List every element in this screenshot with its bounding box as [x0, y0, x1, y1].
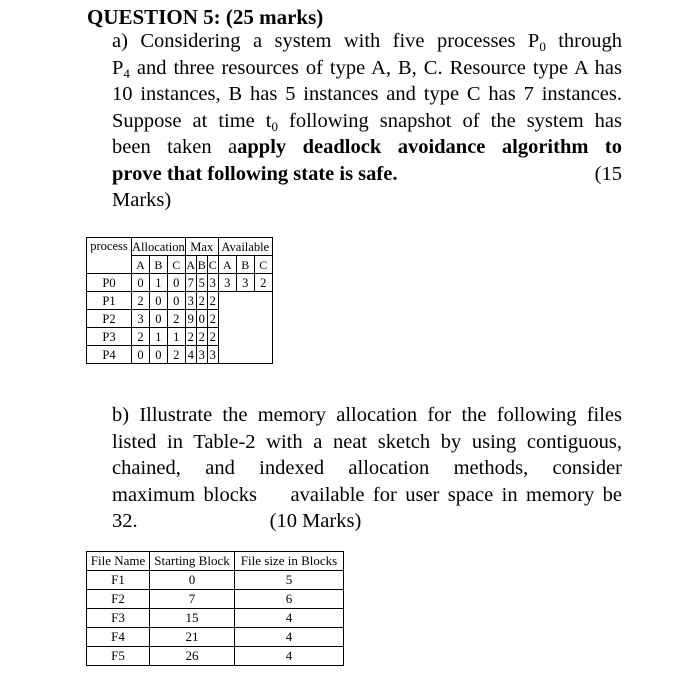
available-header: Available — [218, 238, 272, 256]
sub-header: C — [208, 257, 217, 272]
file-name-header: File Name — [87, 552, 150, 571]
table-row — [87, 590, 344, 609]
sub-header: A — [186, 257, 196, 272]
max-header: Max — [185, 238, 218, 256]
max-cell: 2 — [196, 328, 207, 346]
table-row — [87, 274, 273, 292]
file-size-cell: 4 — [235, 628, 344, 647]
sub-header: A — [132, 256, 150, 274]
process-cell: P1 — [87, 292, 132, 310]
alloc-cell: 0 — [149, 346, 167, 364]
max-cell: 3 — [196, 346, 207, 364]
starting-block-cell: 0 — [150, 571, 235, 590]
max-cell: 2 — [207, 310, 218, 328]
table1-header-row — [87, 238, 273, 256]
file-size-cell: 5 — [235, 571, 344, 590]
table-row — [87, 310, 273, 328]
avail-empty — [218, 310, 272, 328]
sub-header: C — [254, 256, 272, 274]
part-a-line-4: Suppose at time $t_0$ following snapshot of the system has — [112, 109, 622, 134]
table-row — [87, 628, 344, 647]
file-name-cell: F2 — [87, 590, 150, 609]
alloc-cell: 2 — [167, 310, 185, 328]
max-cell: 2 — [196, 292, 207, 310]
sub-header: B — [197, 257, 206, 272]
table-row — [87, 609, 344, 628]
avail-empty — [218, 346, 272, 364]
part-b-line-2: listed in Table-2 with a neat sketch by using contiguous, — [112, 430, 622, 453]
files-table — [86, 551, 344, 666]
snapshot-table — [86, 237, 273, 364]
alloc-cell: 0 — [167, 274, 185, 292]
process-cell: P3 — [87, 328, 132, 346]
alloc-cell: 0 — [149, 292, 167, 310]
starting-block-cell: 7 — [150, 590, 235, 609]
max-cell: 7 — [185, 274, 196, 292]
max-cell: 5 — [196, 274, 207, 292]
allocation-header: Allocation — [132, 239, 185, 254]
avail-cell: 3 — [218, 274, 236, 292]
part-a-line-3: 10 instances, B has 5 instances and type C has 7 instances. — [112, 83, 622, 105]
file-name-cell: F3 — [87, 609, 150, 628]
table-row — [87, 328, 273, 346]
question-heading: QUESTION 5: (25 marks) — [87, 5, 324, 29]
table2-header-row — [87, 552, 344, 571]
alloc-cell: 0 — [132, 274, 150, 292]
table-row — [87, 647, 344, 666]
avail-cell: 3 — [236, 274, 254, 292]
file-size-cell: 6 — [235, 590, 344, 609]
part-a-line-6: prove that following state is safe. (15 — [112, 162, 622, 185]
max-cell: 3 — [207, 274, 218, 292]
starting-block-header: Starting Block — [150, 552, 235, 571]
file-name-cell: F4 — [87, 628, 150, 647]
sub-header: C — [167, 256, 185, 274]
alloc-cell: 1 — [167, 328, 185, 346]
max-cell: 4 — [185, 346, 196, 364]
alloc-cell: 0 — [149, 310, 167, 328]
alloc-cell: 1 — [149, 274, 167, 292]
file-size-cell: 4 — [235, 647, 344, 666]
part-b-line-3: chained, and indexed allocation methods, consider — [112, 457, 622, 479]
file-name-cell: F1 — [87, 571, 150, 590]
alloc-cell: 2 — [132, 292, 150, 310]
alloc-cell: 0 — [132, 346, 150, 364]
max-cell: 2 — [207, 292, 218, 310]
sub-header: B — [149, 256, 167, 274]
alloc-cell: 2 — [132, 328, 150, 346]
alloc-cell: 1 — [149, 328, 167, 346]
part-a-line-2: $P_4$ and three resources of type A, B, C. Resource type A has — [112, 56, 622, 81]
process-cell: P4 — [87, 346, 132, 364]
file-name-cell: F5 — [87, 647, 150, 666]
avail-cell: 2 — [254, 274, 272, 292]
part-a-paragraph — [112, 28, 622, 214]
part-b-line-1: b) Illustrate the memory allocation for the following files — [112, 404, 622, 426]
file-size-cell: 4 — [235, 609, 344, 628]
part-a-line-5: been taken aapply deadlock avoidance algorithm to — [112, 136, 622, 158]
max-cell: 9 — [185, 310, 196, 328]
part-b-line-4: maximum blocks available for user space in memory be — [112, 483, 622, 506]
table-row — [87, 292, 273, 310]
process-cell: P0 — [87, 274, 132, 292]
max-cell: 3 — [207, 346, 218, 364]
sub-header: B — [236, 256, 254, 274]
process-header: process — [87, 238, 132, 274]
process-cell: P2 — [87, 310, 132, 328]
table-row — [87, 571, 344, 590]
max-cell: 2 — [207, 328, 218, 346]
avail-empty — [218, 292, 272, 310]
max-cell: 2 — [185, 328, 196, 346]
starting-block-cell: 15 — [150, 609, 235, 628]
alloc-cell: 3 — [132, 310, 150, 328]
sub-header: A — [218, 256, 236, 274]
table-row — [87, 346, 273, 364]
part-b-paragraph — [112, 402, 622, 535]
part-a-line-1: a) Considering a system with five processes $P_0$ through — [112, 30, 622, 54]
part-b-line-5: 32. (10 Marks) — [112, 510, 362, 532]
max-cell: 0 — [196, 310, 207, 328]
alloc-cell: 2 — [167, 346, 185, 364]
max-cell: 3 — [185, 292, 196, 310]
file-size-header: File size in Blocks — [235, 552, 344, 571]
avail-empty — [218, 328, 272, 346]
starting-block-cell: 21 — [150, 628, 235, 647]
part-a-line-7: Marks) — [112, 189, 172, 211]
alloc-cell: 0 — [167, 292, 185, 310]
starting-block-cell: 26 — [150, 647, 235, 666]
